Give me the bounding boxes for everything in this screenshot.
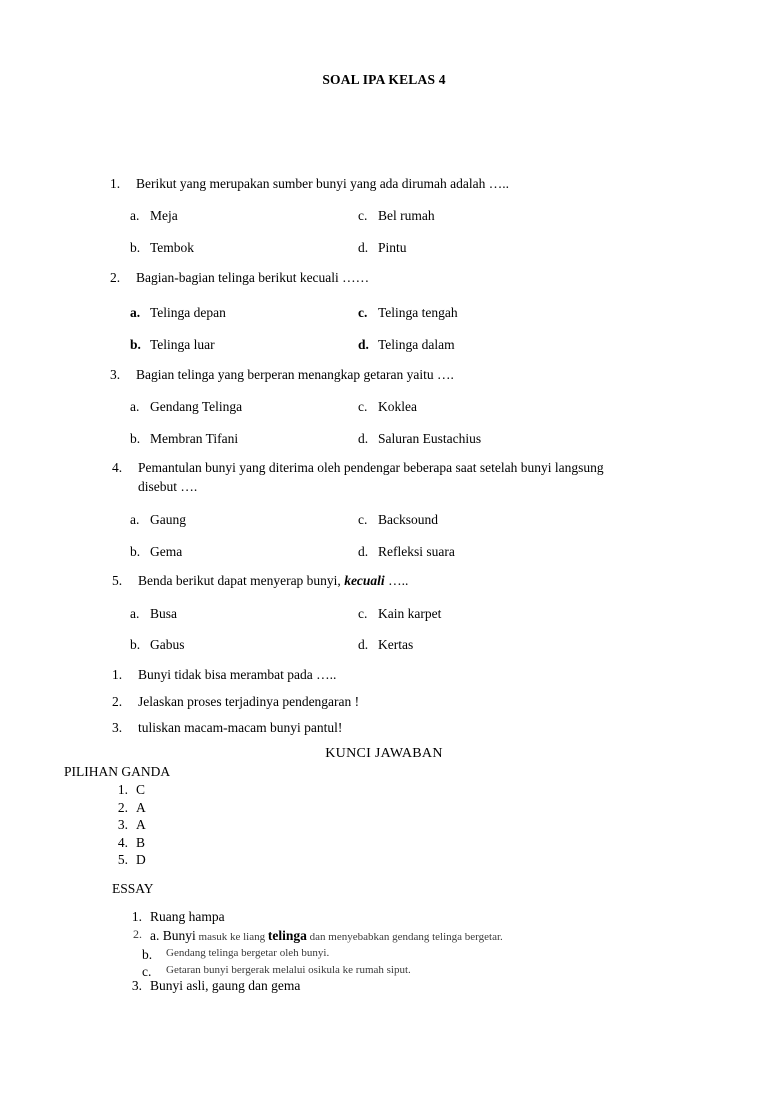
- option-1d-letter: d.: [358, 240, 369, 255]
- option-1c-label: Bel rumah: [378, 208, 435, 223]
- option-4c-label: Backsound: [378, 512, 438, 527]
- essay-answer-2c-text: Getaran bunyi bergerak melalui osikula ke rumah siput.: [166, 964, 411, 976]
- essay-answer-3-text: Bunyi asli, gaung dan gema: [150, 978, 301, 993]
- option-4a-label: Gaung: [150, 512, 186, 527]
- essay-question-1: [112, 667, 732, 684]
- option-2d-label: Telinga dalam: [378, 337, 455, 352]
- option-4c-letter: c.: [358, 512, 368, 527]
- answer-key-essay-list: [112, 908, 712, 926]
- option-1a-label: Meja: [150, 208, 178, 223]
- page-title: SOAL IPA KELAS 4: [322, 72, 446, 87]
- essay-question-3-number: 3.: [112, 720, 123, 735]
- option-4a-letter: a.: [130, 512, 140, 527]
- mc-answer-3-value: A: [136, 817, 146, 833]
- essay-question-1-text: Bunyi tidak bisa merambat pada …..: [138, 667, 337, 682]
- mc-answer-3-number: 3.: [117, 817, 128, 833]
- essay-answer-2-number: 2.: [133, 927, 142, 941]
- option-3a-label: Gendang Telinga: [150, 399, 243, 414]
- option-5b-letter: b.: [130, 637, 141, 652]
- option-2d: [358, 337, 455, 354]
- question-2: [110, 270, 710, 287]
- question-1: [110, 176, 710, 193]
- option-4a: [130, 512, 358, 529]
- option-2c-label: Telinga tengah: [378, 305, 458, 320]
- question-4-options-row-2: [130, 544, 730, 561]
- option-2b-label: Telinga luar: [150, 337, 215, 352]
- answer-key-essay-2b: [142, 946, 742, 964]
- essay-answer-2b-text: Gendang telinga bergetar oleh bunyi.: [166, 947, 330, 959]
- list-item: [98, 816, 146, 834]
- question-1-options-row-2: [130, 240, 730, 257]
- answer-key-title: KUNCI JAWABAN: [325, 746, 443, 761]
- option-5b: [130, 637, 358, 654]
- question-5-text-post: …..: [384, 573, 409, 588]
- essay-answer-2a-letter: a.: [150, 928, 160, 943]
- option-1b: [130, 240, 358, 257]
- list-item: [98, 851, 146, 869]
- question-2-options-row-2: [130, 337, 730, 354]
- essay-answer-2a-text-mid: masuk ke liang: [195, 931, 268, 943]
- essay-answer-3-number: 3.: [131, 978, 142, 993]
- question-5-text-emphasis: kecuali: [344, 573, 385, 588]
- option-2c-letter: c.: [358, 305, 368, 320]
- option-3d-letter: d.: [358, 431, 369, 446]
- option-2b: [130, 337, 358, 354]
- mc-answer-4-number: 4.: [117, 834, 128, 850]
- option-5a-label: Busa: [150, 606, 177, 621]
- mc-answer-1-number: 1.: [117, 782, 128, 797]
- question-3-options-row-2: [130, 431, 730, 448]
- option-5d-label: Kertas: [378, 637, 414, 652]
- essay-answer-2c-letter: c.: [142, 964, 152, 979]
- question-5-text-pre: Benda berikut dapat menyerap bunyi,: [138, 573, 345, 588]
- question-5-options-row-2: [130, 637, 730, 654]
- list-item: [98, 781, 146, 799]
- option-4d: [358, 544, 455, 561]
- option-3c: [358, 399, 417, 416]
- question-4-options-row-1: [130, 512, 730, 529]
- option-1c: [358, 208, 435, 225]
- option-3d-label: Saluran Eustachius: [378, 431, 482, 446]
- option-5d: [358, 637, 413, 654]
- question-4-text-line2: disebut ….: [138, 478, 198, 494]
- option-3c-letter: c.: [358, 399, 368, 414]
- essay-answer-1-text: Ruang hampa: [150, 909, 225, 924]
- option-4b-label: Gema: [150, 544, 183, 559]
- option-5a: [130, 606, 358, 623]
- question-3-options-row-1: [130, 399, 730, 416]
- question-5: [112, 573, 732, 590]
- essay-question-1-number: 1.: [112, 667, 123, 682]
- option-2a-label: Telinga depan: [150, 305, 226, 320]
- option-3d: [358, 431, 481, 448]
- question-2-text: Bagian-bagian telinga berikut kecuali ……: [136, 270, 370, 285]
- option-5b-label: Gabus: [150, 637, 185, 652]
- question-4-number: 4.: [112, 460, 123, 475]
- question-5-number: 5.: [112, 573, 123, 588]
- question-1-options-row-1: [130, 208, 730, 225]
- essay-question-2-text: Jelaskan proses terjadinya pendengaran !: [138, 694, 360, 709]
- essay-question-2: [112, 694, 732, 711]
- multiple-choice-heading: PILIHAN GANDA: [64, 764, 171, 779]
- question-4: [112, 460, 732, 496]
- mc-answer-2-value: A: [136, 799, 146, 815]
- option-1b-label: Tembok: [150, 240, 195, 255]
- option-5d-letter: d.: [358, 637, 369, 652]
- list-item: [98, 834, 146, 852]
- option-4b: [130, 544, 358, 561]
- option-5c-letter: c.: [358, 606, 368, 621]
- list-item: [98, 799, 146, 817]
- mc-answer-4-value: B: [136, 834, 146, 850]
- essay-answer-2a-text-post: dan menyebabkan gendang telinga bergetar.: [306, 931, 503, 943]
- option-2b-letter: b.: [130, 337, 141, 352]
- option-3a-letter: a.: [130, 399, 140, 414]
- essay-question-2-number: 2.: [112, 694, 123, 709]
- option-1c-letter: c.: [358, 208, 368, 223]
- question-1-number: 1.: [110, 176, 121, 191]
- question-3: [110, 367, 710, 384]
- mc-answer-1-value: C: [136, 782, 146, 797]
- option-4d-letter: d.: [358, 544, 369, 559]
- option-1a-letter: a.: [130, 208, 140, 223]
- essay-answer-2a-text-bold: telinga: [267, 928, 307, 943]
- option-5a-letter: a.: [130, 606, 140, 621]
- answer-key-essay-2: [112, 927, 732, 945]
- mc-answer-2-number: 2.: [117, 799, 128, 815]
- question-2-options-row-1: [130, 305, 730, 322]
- option-2a: [130, 305, 358, 322]
- mc-answer-5-value: D: [136, 852, 146, 868]
- option-1d-label: Pintu: [378, 240, 407, 255]
- option-4b-letter: b.: [130, 544, 141, 559]
- option-3b-label: Membran Tifani: [150, 431, 239, 446]
- option-4d-label: Refleksi suara: [378, 544, 455, 559]
- option-2d-letter: d.: [358, 337, 369, 352]
- answer-key-mc-list: [98, 781, 146, 869]
- option-5c-label: Kain karpet: [378, 606, 442, 621]
- list-item: [112, 908, 712, 926]
- document-page: [0, 72, 768, 1096]
- option-3c-label: Koklea: [378, 399, 417, 414]
- question-5-options-row-1: [130, 606, 730, 623]
- essay-answer-1-number: 1.: [131, 909, 142, 924]
- option-1a: [130, 208, 358, 225]
- essay-question-3: [112, 720, 732, 737]
- option-1b-letter: b.: [130, 240, 141, 255]
- question-3-number: 3.: [110, 367, 121, 382]
- option-5c: [358, 606, 441, 623]
- option-3a: [130, 399, 358, 416]
- question-1-text: Berikut yang merupakan sumber bunyi yang ada dirumah adalah …..: [136, 176, 510, 191]
- option-3b-letter: b.: [130, 431, 141, 446]
- option-3b: [130, 431, 358, 448]
- option-2c: [358, 305, 458, 322]
- question-2-number: 2.: [110, 270, 121, 285]
- question-3-text: Bagian telinga yang berperan menangkap getaran yaitu ….: [136, 367, 454, 382]
- option-4c: [358, 512, 438, 529]
- essay-question-3-text: tuliskan macam-macam bunyi pantul!: [138, 720, 343, 735]
- essay-heading: ESSAY: [112, 881, 154, 896]
- mc-answer-5-number: 5.: [117, 852, 128, 868]
- option-2a-letter: a.: [130, 305, 141, 320]
- option-1d: [358, 240, 407, 257]
- answer-key-essay-3: [112, 977, 732, 995]
- essay-answer-2a-text-pre: Bunyi: [162, 928, 196, 943]
- essay-answer-2b-letter: b.: [142, 947, 153, 962]
- question-4-text: Pemantulan bunyi yang diterima oleh pendengar beberapa saat setelah bunyi langsung: [138, 460, 604, 475]
